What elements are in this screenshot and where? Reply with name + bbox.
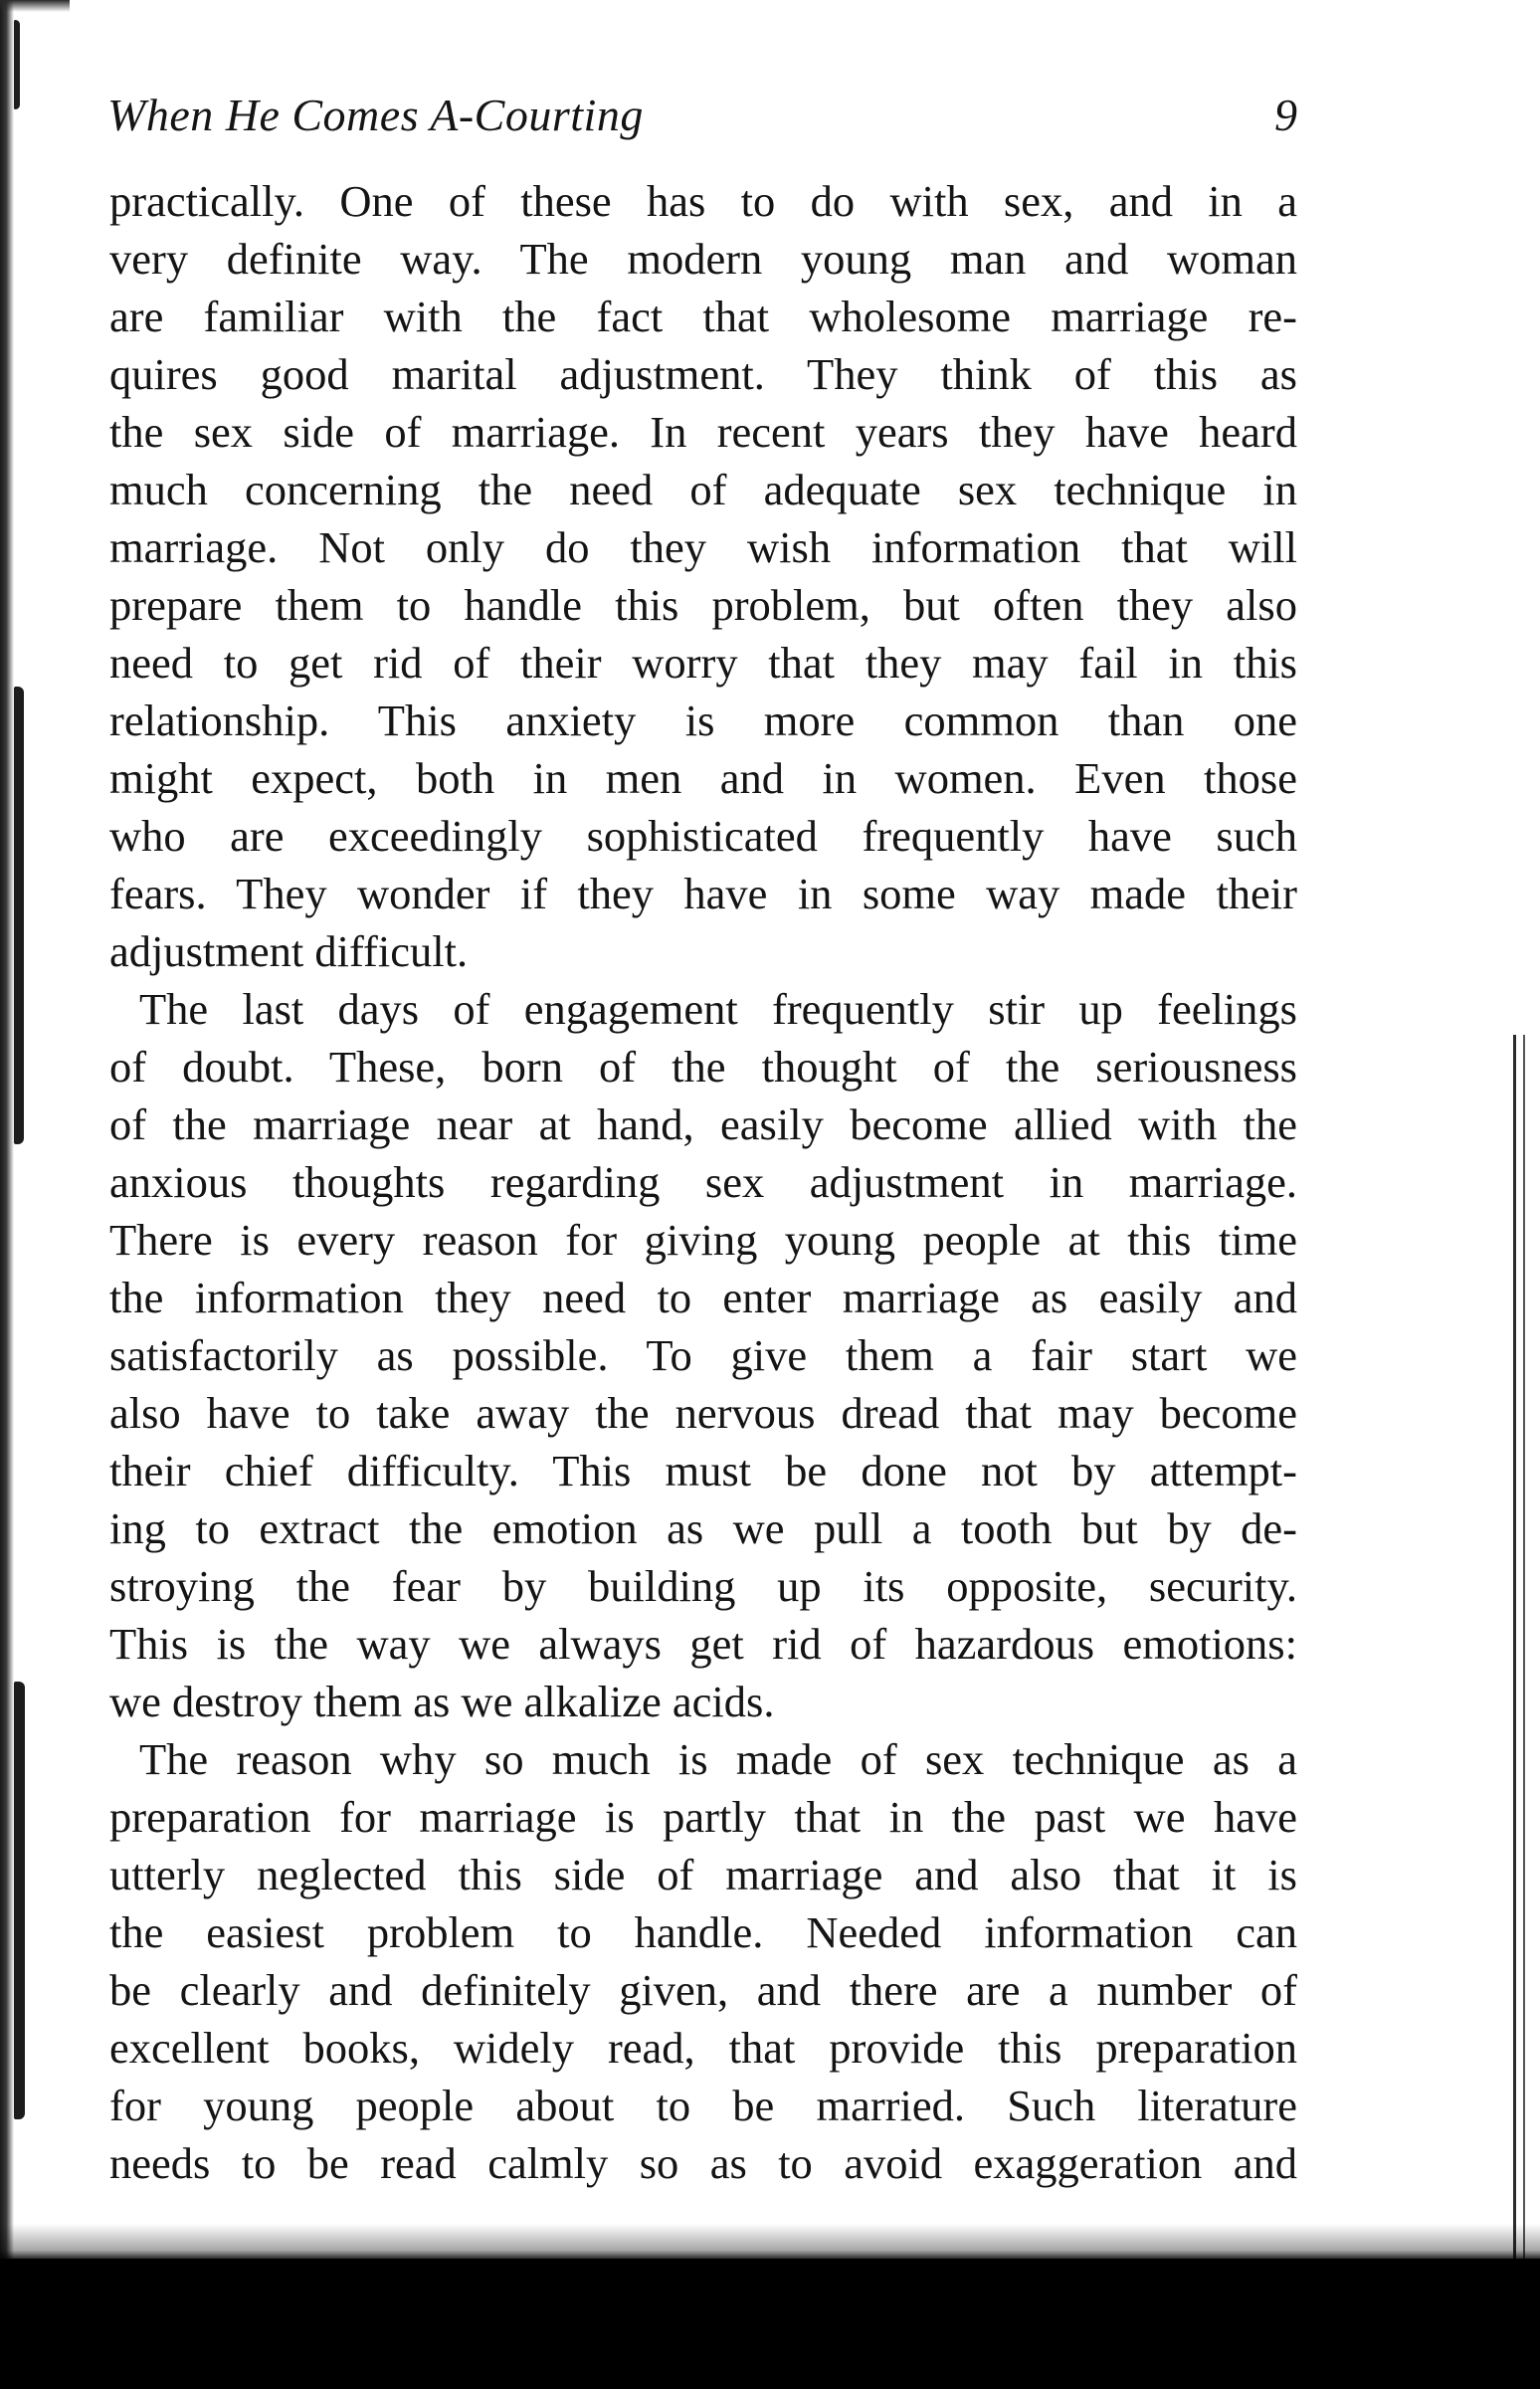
text-line: utterly neglected this side of marriage and also that it is: [109, 1850, 1297, 1899]
text-line: fears. They wonder if they have in some way made their: [109, 869, 1297, 918]
running-title: When He Comes A-Courting: [107, 90, 644, 140]
text-line: of doubt. These, born of the thought of the seriousness: [109, 1042, 1297, 1092]
paragraph-first-line: The reason why so much is made of sex technique as a: [139, 1734, 1297, 1784]
text-line: stroying the fear by building up its opposite, security.: [109, 1561, 1297, 1611]
text-line: practically. One of these has to do with sex, and in a: [109, 176, 1297, 226]
page-number: 9: [1274, 90, 1297, 140]
page-edge-rule: [1523, 1035, 1525, 2298]
text-line: needs to be read calmly so as to avoid exaggeration and: [109, 2138, 1297, 2188]
text-line: satisfactorily as possible. To give them a fair start we: [109, 1330, 1297, 1380]
body-text: [109, 172, 1297, 2192]
text-line: need to get rid of their worry that they may fail in this: [109, 638, 1297, 688]
text-line: might expect, both in men and in women. Even those: [109, 753, 1297, 803]
text-line: marriage. Not only do they wish information that will: [109, 522, 1297, 572]
binding-mark: [14, 20, 20, 109]
text-line: anxious thoughts regarding sex adjustment in marriage.: [109, 1157, 1297, 1207]
text-line: of the marriage near at hand, easily become allied with the: [109, 1099, 1297, 1149]
text-line: the information they need to enter marriage as easily and: [109, 1273, 1297, 1322]
text-line: be clearly and definitely given, and there are a number of: [109, 1965, 1297, 2015]
text-line: who are exceedingly sophisticated frequently have such: [109, 811, 1297, 861]
page-edge-rule: [1513, 1035, 1516, 2298]
text-line: the easiest problem to handle. Needed information can: [109, 1907, 1297, 1957]
scan-bottom-shadow: [0, 2224, 1540, 2262]
text-line: excellent books, widely read, that provide this preparation: [109, 2023, 1297, 2073]
paragraph-first-line: The last days of engagement frequently stir up feelings: [139, 984, 1297, 1034]
text-line: we destroy them as we alkalize acids.: [109, 1677, 775, 1726]
text-line: their chief difficulty. This must be done not by attempt-: [109, 1446, 1297, 1495]
text-line: ing to extract the emotion as we pull a tooth but by de-: [109, 1503, 1297, 1553]
scan-bottom-band: [0, 2259, 1540, 2389]
binding-shadow: [0, 0, 14, 2389]
text-line: preparation for marriage is partly that in the past we have: [109, 1792, 1297, 1842]
text-line: much concerning the need of adequate sex technique in: [109, 465, 1297, 514]
scan-corner-shadow: [0, 0, 70, 12]
text-line: quires good marital adjustment. They think of this as: [109, 349, 1297, 399]
text-line: relationship. This anxiety is more common than one: [109, 696, 1297, 745]
page-header: [107, 86, 1297, 145]
binding-mark: [14, 1682, 25, 2119]
text-line: very definite way. The modern young man and woman: [109, 234, 1297, 284]
text-line: prepare them to handle this problem, but often they also: [109, 580, 1297, 630]
text-line: adjustment difficult.: [109, 926, 469, 976]
text-line: for young people about to be married. Such literature: [109, 2081, 1297, 2130]
text-line: also have to take away the nervous dread that may become: [109, 1388, 1297, 1438]
binding-mark: [14, 687, 24, 1144]
text-line: This is the way we always get rid of hazardous emotions:: [109, 1619, 1297, 1669]
text-line: There is every reason for giving young people at this time: [109, 1215, 1297, 1265]
text-line: the sex side of marriage. In recent years they have heard: [109, 407, 1297, 457]
text-line: are familiar with the fact that wholesome marriage re-: [109, 292, 1297, 341]
